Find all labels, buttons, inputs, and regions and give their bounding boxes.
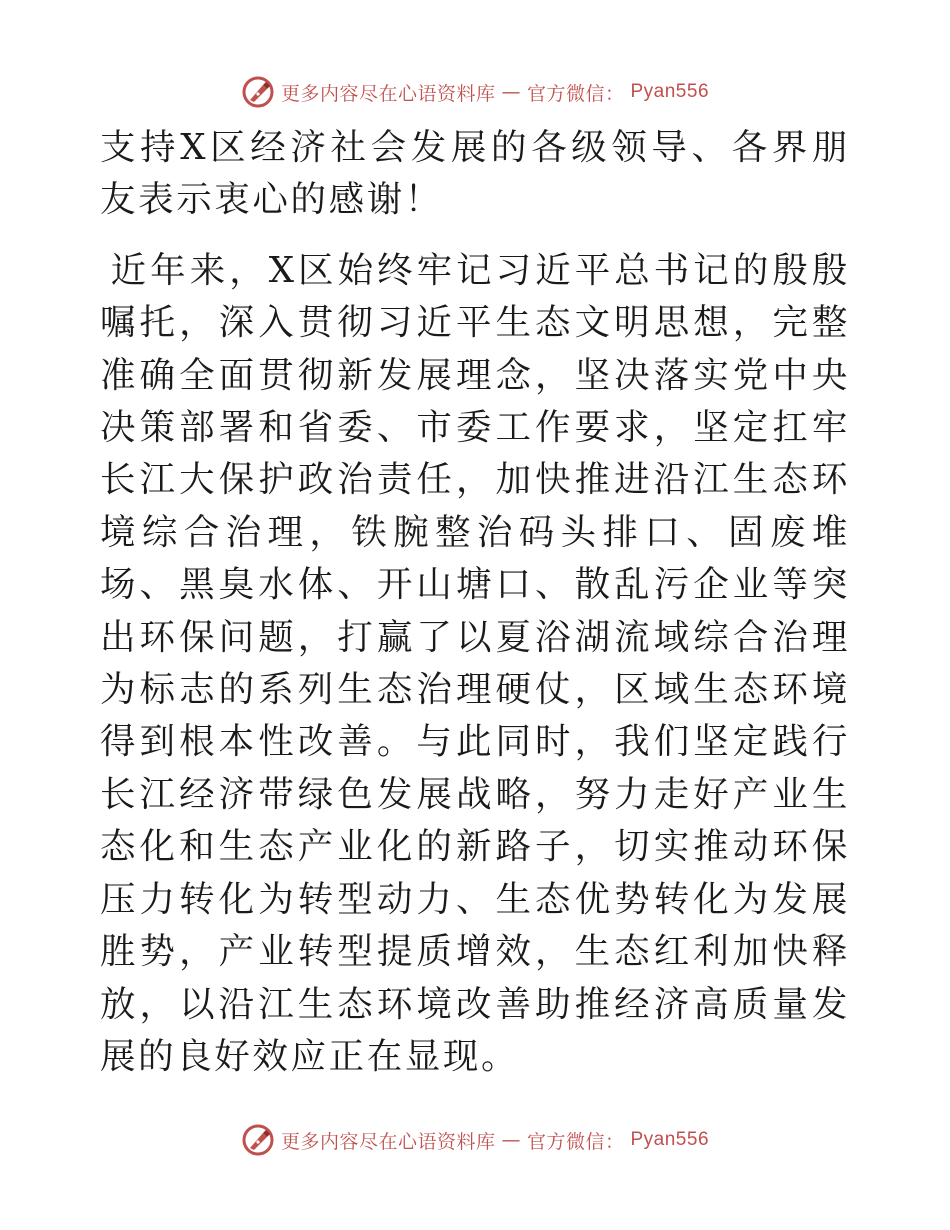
- watermark-label: 官方微信：: [526, 1130, 625, 1153]
- watermark-label: 官方微信：: [526, 82, 625, 105]
- paragraph-2: 近年来，X区始终牢记习近平总书记的殷殷嘱托，深入贯彻习近平生态文明思想，完整准确全面贯彻新发展理念，坚决落实党中央决策部署和省委、市委工作要求，坚定扛牢长江大保护政治责任，加快推进沿江生态环境综合治理，铁腕整治码头排口、固废堆场、黑臭水体、开山塘口、散乱污企业等突出环保问题，打赢了以夏浴湖流域综合治理为标志的系列生态治理硬仗，区域生态环境得到根本性改善。与此同时，我们坚定践行长江经济带绿色发展战略，努力走好产业生态化和生态产业化的新路子，切实推动环保压力转化为转型动力、生态优势转化为发展胜势，产业转型提质增效，生态红利加快释放，以沿江生态环境改善助推经济高质量发展的良好效应正在显现。: [100, 249, 850, 1077]
- paragraph-1: 支持X区经济社会发展的各级领导、各界朋友表示衷心的感谢！: [100, 127, 850, 221]
- footer-watermark: [0, 1120, 950, 1160]
- watermark-id: Pyan556: [630, 81, 710, 102]
- watermark-text: 更多内容尽在心语资料库: [280, 82, 496, 105]
- watermark-text: 更多内容尽在心语资料库: [280, 1130, 496, 1153]
- pen-nib-logo-icon: [241, 75, 275, 109]
- watermark-id: Pyan556: [630, 1129, 710, 1150]
- document-body: [100, 122, 850, 1083]
- watermark-separator: —: [501, 81, 521, 103]
- header-watermark: [0, 72, 950, 112]
- watermark-separator: —: [501, 1129, 521, 1151]
- pen-nib-logo-icon: [241, 1123, 275, 1157]
